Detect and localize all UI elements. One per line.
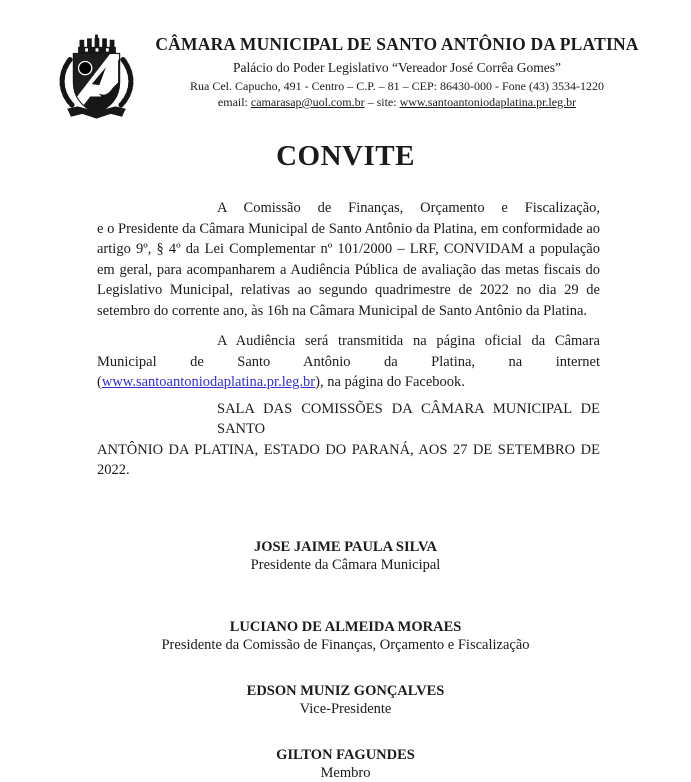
signer-name: JOSE JAIME PAULA SILVA <box>253 538 438 555</box>
signer-role: Membro <box>320 764 371 781</box>
signer-role: Presidente da Câmara Municipal <box>250 556 441 573</box>
coat-of-arms-logo <box>54 32 139 125</box>
signer-role: Presidente da Comissão de Finanças, Orçamento e Fiscalização <box>161 636 530 653</box>
paragraph-2-text-after: ), na página do Facebook. <box>315 374 465 390</box>
signer-name: EDSON MUNIZ GONÇALVES <box>246 682 445 699</box>
signer-name: LUCIANO DE ALMEIDA MORAES <box>229 618 462 635</box>
paragraph-1-first-line: A Comissão de Finanças, Orçamento e Fiscalização, <box>217 200 600 216</box>
letterhead-text <box>143 32 651 109</box>
document-body <box>97 198 600 481</box>
signer-role: Vice-Presidente <box>299 700 392 717</box>
document-title: CONVITE <box>276 140 415 172</box>
email-label: email: <box>217 95 251 109</box>
organization-name: CÂMARA MUNICIPAL DE SANTO ANTÔNIO DA PLATINA <box>155 34 639 54</box>
signature-block <box>0 538 691 574</box>
signature-block <box>0 682 691 718</box>
paragraph-2-text: A Audiência será transmitida na página oficial da Câmara Municipal de Santo Antônio da Platina, na internet ( <box>97 333 600 390</box>
signer-name: GILTON FAGUNDES <box>276 746 415 763</box>
signature-block <box>0 746 691 782</box>
paragraph-3 <box>97 399 600 481</box>
coat-of-arms-icon <box>54 32 139 125</box>
address-line: Rua Cel. Capucho, 491 - Centro – C.P. – 81 – CEP: 86430-000 - Fone (43) 3534-1220 <box>190 79 604 93</box>
letterhead <box>0 0 691 125</box>
paragraph-2 <box>97 331 600 393</box>
signature-list <box>0 538 691 782</box>
email-link[interactable]: camarasap@uol.com.br <box>250 95 365 109</box>
palace-subtitle: Palácio do Poder Legislativo “Vereador José Corrêa Gomes” <box>232 60 562 75</box>
paragraph-3-first-line: SALA DAS COMISSÕES DA CÂMARA MUNICIPAL DE SANTO <box>217 400 600 437</box>
paragraph-1 <box>97 198 600 321</box>
site-link[interactable]: www.santoantoniodaplatina.pr.leg.br <box>399 95 577 109</box>
contact-line <box>143 95 651 109</box>
paragraph-3-rest: ANTÔNIO DA PLATINA, ESTADO DO PARANÁ, AOS 27 DE SETEMBRO DE 2022. <box>97 441 600 478</box>
site-label: – site: <box>364 95 400 109</box>
paragraph-1-rest: e o Presidente da Câmara Municipal de Santo Antônio da Platina, em conformidade ao artigo 9º, § 4º da Lei Complementar nº 101/2000 – LRF, CONVIDAM a população em geral, para acompanharem a Audiência Pública de avaliação das metas fiscais do Legislativo Municipal, relativas ao segundo quadrimestre de 2022 no dia 29 de setembro do corrente ano, às 16h na Câmara Municipal de Santo Antônio da Platina. <box>97 220 600 319</box>
streaming-site-link[interactable]: www.santoantoniodaplatina.pr.leg.br <box>101 374 316 390</box>
signature-block <box>0 618 691 654</box>
